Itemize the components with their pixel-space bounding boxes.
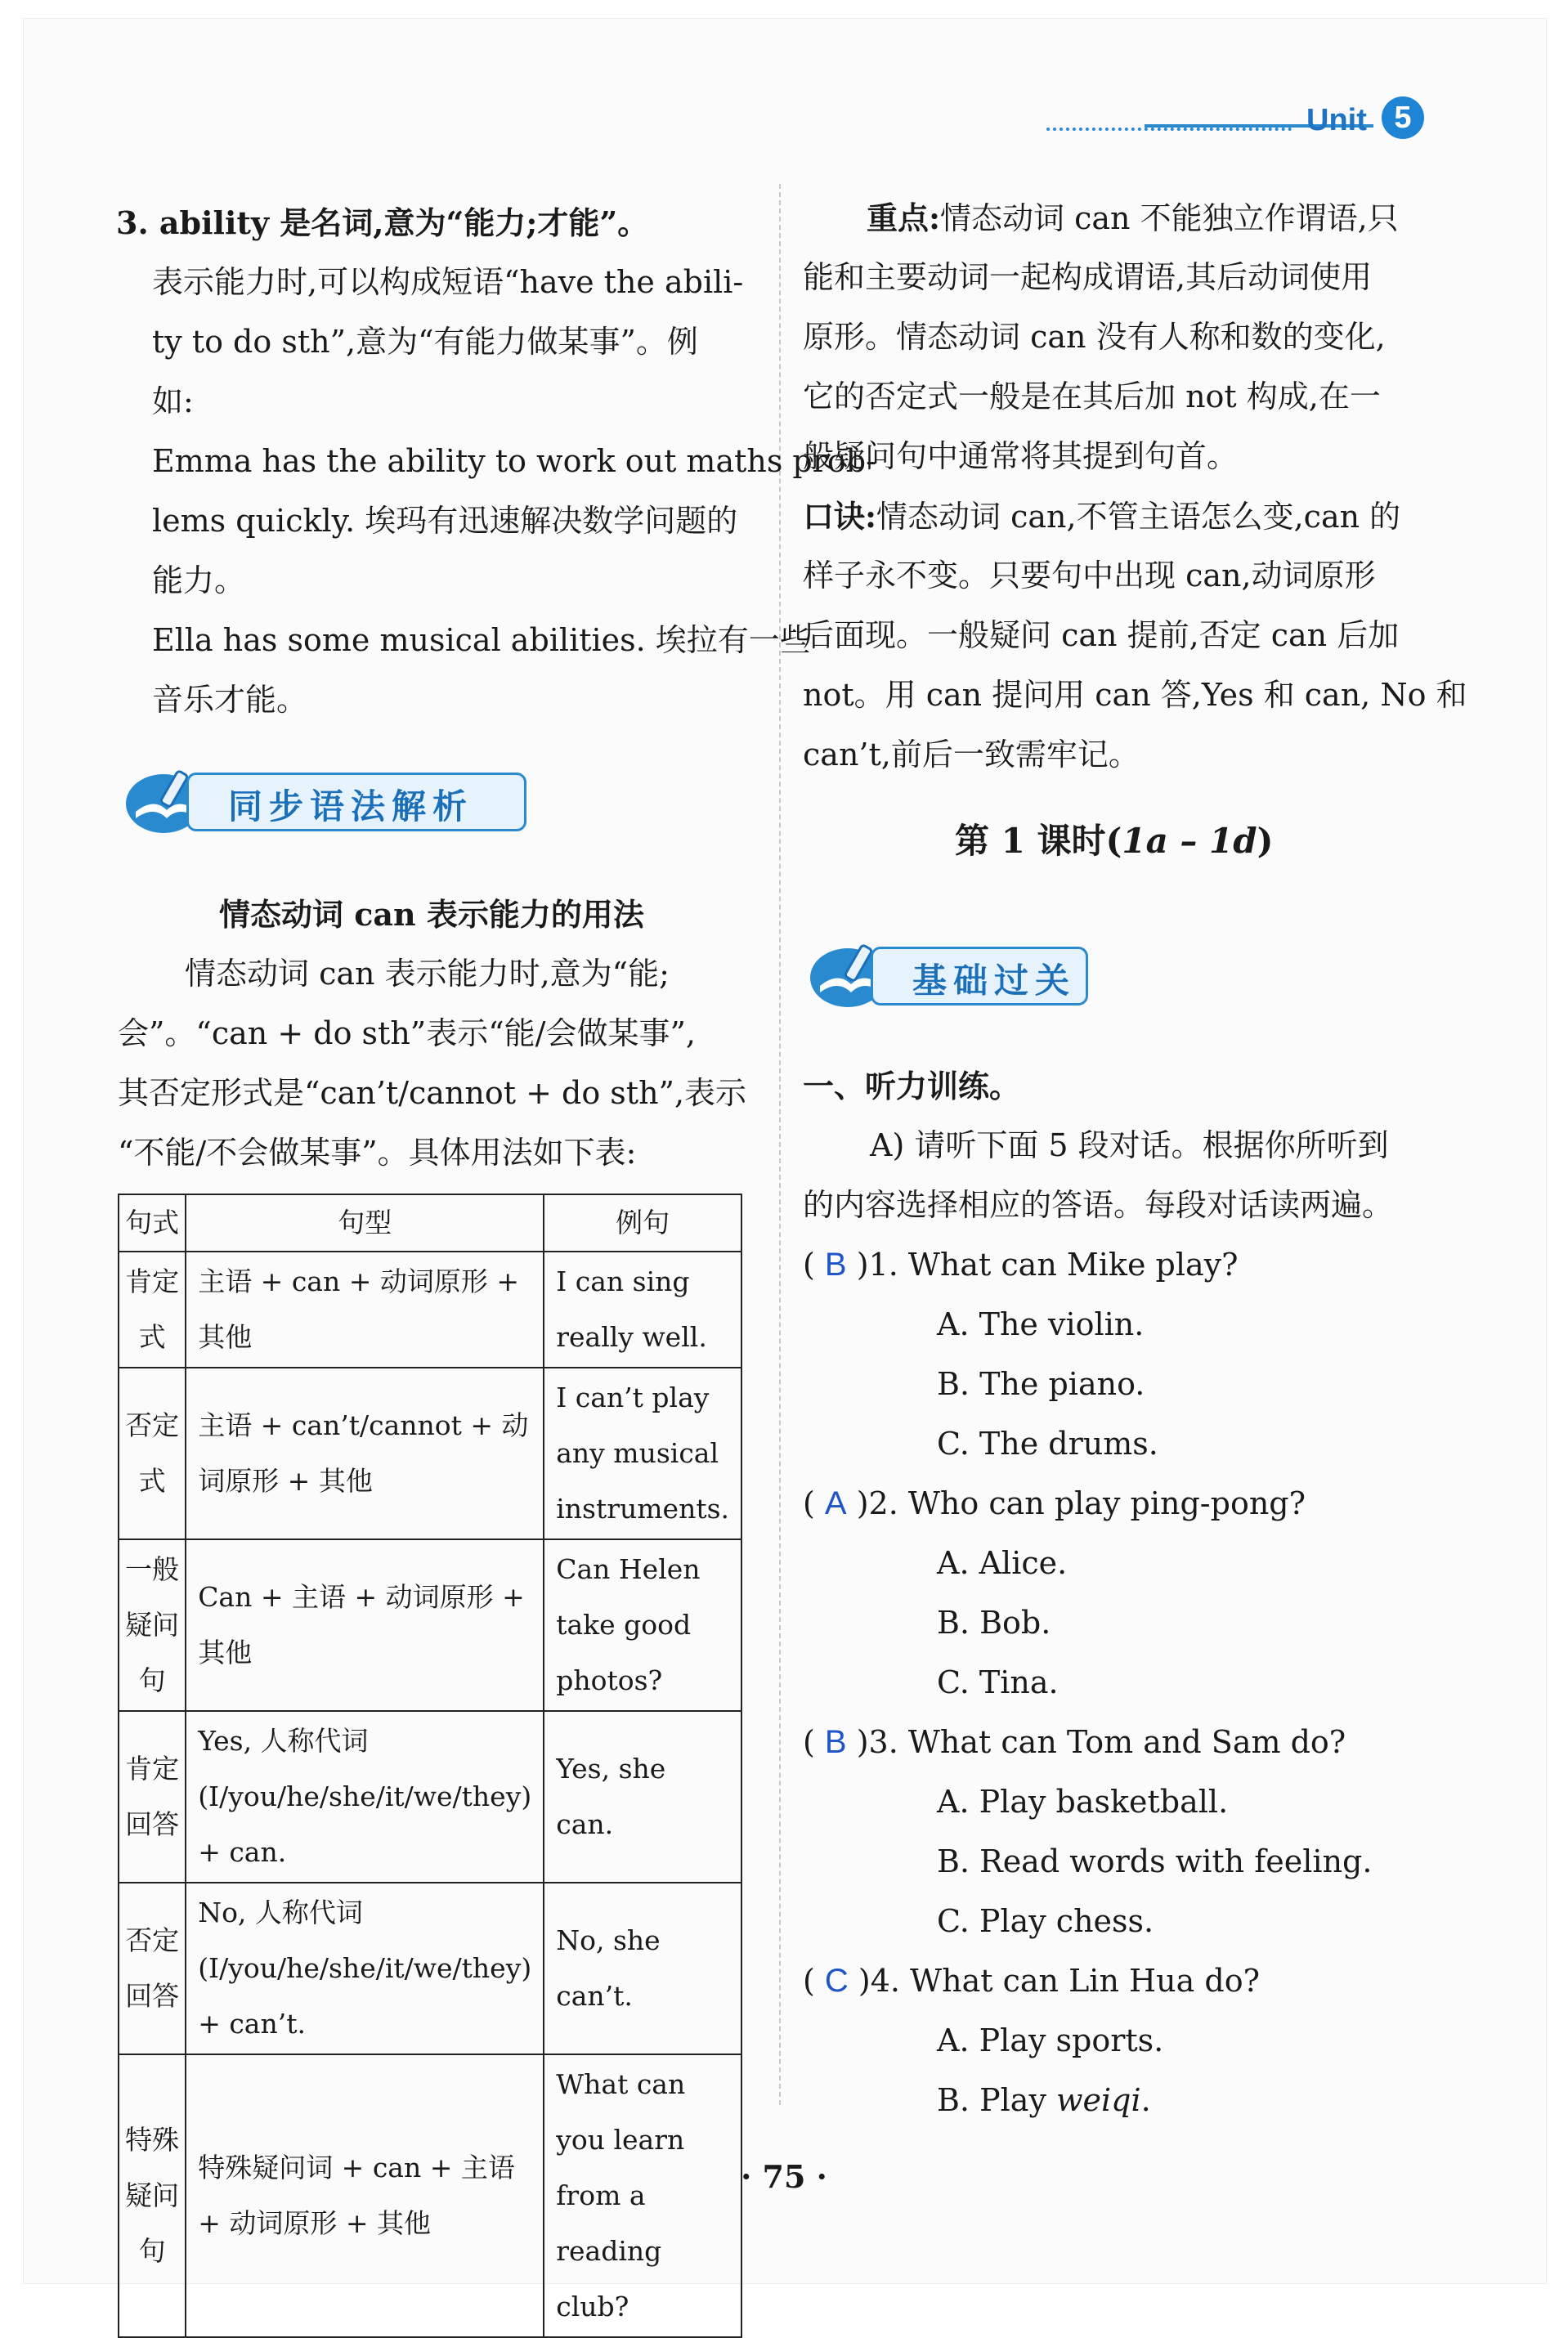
banner-title: 同步语法解析: [228, 786, 474, 826]
section-banner-basics: [805, 938, 1108, 1009]
lesson-title: [955, 811, 1274, 871]
unit-header: [1046, 96, 1422, 146]
pattern-cell: No, 人称代词(I/you/he/she/it/we/they) + can’t.: [186, 1883, 544, 2054]
example-cell: I can’t play any musical instruments.: [544, 1368, 741, 1539]
sentence-type-cell: 一般疑问句: [119, 1539, 186, 1711]
sentence-type-cell: 肯定式: [119, 1252, 186, 1368]
key-point-line: 它的否定式一般是在其后加 not 构成,在一: [803, 378, 1381, 414]
rhyme-text: 情态动词 can,不管主语怎么变,can 的: [876, 499, 1401, 535]
pattern-cell: 主语 + can’t/cannot + 动词原形 + 其他: [186, 1368, 544, 1539]
option: A. Play sports.: [937, 2022, 1164, 2058]
example-cell: I can sing really well.: [544, 1252, 741, 1368]
unit-number-badge: 5: [1382, 96, 1424, 139]
example-cell: What can you learn from a reading club?: [544, 2054, 741, 2337]
option-suffix: .: [1140, 2082, 1151, 2118]
item3-line: Ella has some musical abilities. 埃拉有一些: [152, 622, 811, 658]
key-point-label: 重点:: [867, 199, 941, 236]
rhyme-label: 口诀:: [803, 498, 877, 535]
table-header-cell: 句型: [186, 1194, 544, 1252]
question-stem: )2. Who can play ping-pong?: [856, 1485, 1306, 1521]
pattern-cell: Yes, 人称代词(I/you/he/she/it/we/they) + can.: [186, 1711, 544, 1883]
section-title: 一、听力训练。: [803, 1068, 1021, 1104]
item3-line: 表示能力时,可以构成短语“have the abili-: [152, 264, 744, 300]
answer-mark: B: [824, 1247, 847, 1283]
table-row: [119, 1368, 741, 1539]
example-cell: No, she can’t.: [544, 1883, 741, 2054]
table-header-cell: 例句: [544, 1194, 741, 1252]
option: A. Alice.: [937, 1545, 1068, 1581]
sentence-type-cell: 肯定回答: [119, 1711, 186, 1883]
example-cell: Can Helen take good photos?: [544, 1539, 741, 1711]
key-point-line: 能和主要动词一起构成谓语,其后动词使用: [803, 259, 1373, 295]
option-italic-word: weiqi: [1056, 2082, 1141, 2118]
question-stem: )1. What can Mike play?: [856, 1247, 1239, 1283]
item3-line: 能力。: [152, 562, 246, 598]
table-row: [119, 2054, 741, 2337]
table-row: [119, 1252, 741, 1368]
lesson-title-range: 1a – 1d: [1122, 821, 1257, 861]
option: [937, 2071, 1151, 2130]
item3-line: Emma has the ability to work out maths prob-: [152, 443, 876, 479]
option: A. The violin.: [937, 1306, 1145, 1342]
pattern-cell: Can + 主语 + 动词原形 + 其他: [186, 1539, 544, 1711]
lesson-title-suffix: ): [1257, 821, 1274, 861]
table-header-cell: 句式: [119, 1194, 186, 1252]
question-stem: )4. What can Lin Hua do?: [858, 1963, 1260, 1999]
question-3: ( B )3. What can Tom and Sam do?: [803, 1724, 1346, 1760]
rhyme-line: 后面现。一般疑问 can 提前,否定 can 后加: [803, 617, 1400, 653]
item3-title: 3. ability 是名词,意为“能力;才能”。: [116, 204, 649, 241]
answer-mark: B: [824, 1724, 847, 1760]
answer-mark: C: [824, 1963, 849, 1999]
option: C. Tina.: [937, 1664, 1059, 1700]
banner-title: 基础过关: [912, 961, 1077, 1001]
table-row: [119, 1539, 741, 1711]
table-row: [119, 1711, 741, 1883]
option: B. Read words with feeling.: [937, 1843, 1373, 1879]
grammar-line: 会”。“can + do sth”表示“能/会做某事”,: [118, 1015, 696, 1051]
question-stem: )3. What can Tom and Sam do?: [856, 1724, 1346, 1760]
lesson-title-prefix: 第 1 课时(: [955, 821, 1122, 861]
pattern-cell: 特殊疑问词 + can + 主语 + 动词原形 + 其他: [186, 2054, 544, 2337]
question-1: ( B )1. What can Mike play?: [803, 1247, 1239, 1283]
item3-line: ty to do sth”,意为“有能力做某事”。例: [152, 324, 698, 360]
option: A. Play basketball.: [937, 1784, 1229, 1820]
option: B. Bob.: [937, 1605, 1051, 1641]
key-point-line: [867, 188, 1399, 249]
item3-line: lems quickly. 埃玛有迅速解决数学问题的: [152, 503, 738, 539]
unit-label: Unit: [1306, 103, 1367, 137]
rhyme-line: 样子永不变。只要句中出现 can,动词原形: [803, 558, 1376, 593]
grammar-line: 情态动词 can 表示能力时,意为“能;: [185, 956, 670, 992]
item3-line: 音乐才能。: [152, 682, 308, 718]
option: C. Play chess.: [937, 1903, 1154, 1939]
rhyme-line: not。用 can 提问用 can 答,Yes 和 can, No 和: [803, 677, 1467, 713]
option-prefix: B. Play: [937, 2082, 1057, 2118]
sentence-type-cell: 特殊疑问句: [119, 2054, 186, 2337]
key-point-text: 情态动词 can 不能独立作谓语,只: [940, 200, 1399, 236]
key-point-line: 原形。情态动词 can 没有人称和数的变化,: [803, 319, 1386, 355]
grammar-line: 其否定形式是“can’t/cannot + do sth”,表示: [118, 1075, 747, 1111]
rhyme-line: [803, 486, 1400, 547]
instruction-line: A) 请听下面 5 段对话。根据你所听到: [870, 1127, 1389, 1163]
pattern-cell: 主语 + can + 动词原形 + 其他: [186, 1252, 544, 1368]
sentence-type-cell: 否定式: [119, 1368, 186, 1539]
example-cell: Yes, she can.: [544, 1711, 741, 1883]
table-row: [119, 1883, 741, 2054]
grammar-title: 情态动词 can 表示能力的用法: [219, 896, 644, 933]
answer-mark: A: [824, 1485, 847, 1521]
page-number: · 75 ·: [741, 2158, 827, 2195]
section-banner-grammar: [121, 764, 530, 835]
rhyme-line: can’t,前后一致需牢记。: [803, 737, 1140, 773]
option: C. The drums.: [937, 1426, 1158, 1462]
grammar-line: “不能/不会做某事”。具体用法如下表:: [118, 1135, 637, 1171]
header-dotted-line: [1046, 128, 1292, 131]
question-2: ( A )2. Who can play ping-pong?: [803, 1485, 1306, 1521]
question-4: ( C )4. What can Lin Hua do?: [803, 1963, 1260, 1999]
instruction-line: 的内容选择相应的答语。每段对话读两遍。: [803, 1187, 1394, 1223]
sentence-type-cell: 否定回答: [119, 1883, 186, 2054]
item3-line: 如:: [152, 383, 194, 419]
option: B. The piano.: [937, 1366, 1145, 1402]
table-header-row: [119, 1194, 741, 1252]
key-point-line: 般疑问句中通常将其提到句首。: [803, 438, 1239, 474]
